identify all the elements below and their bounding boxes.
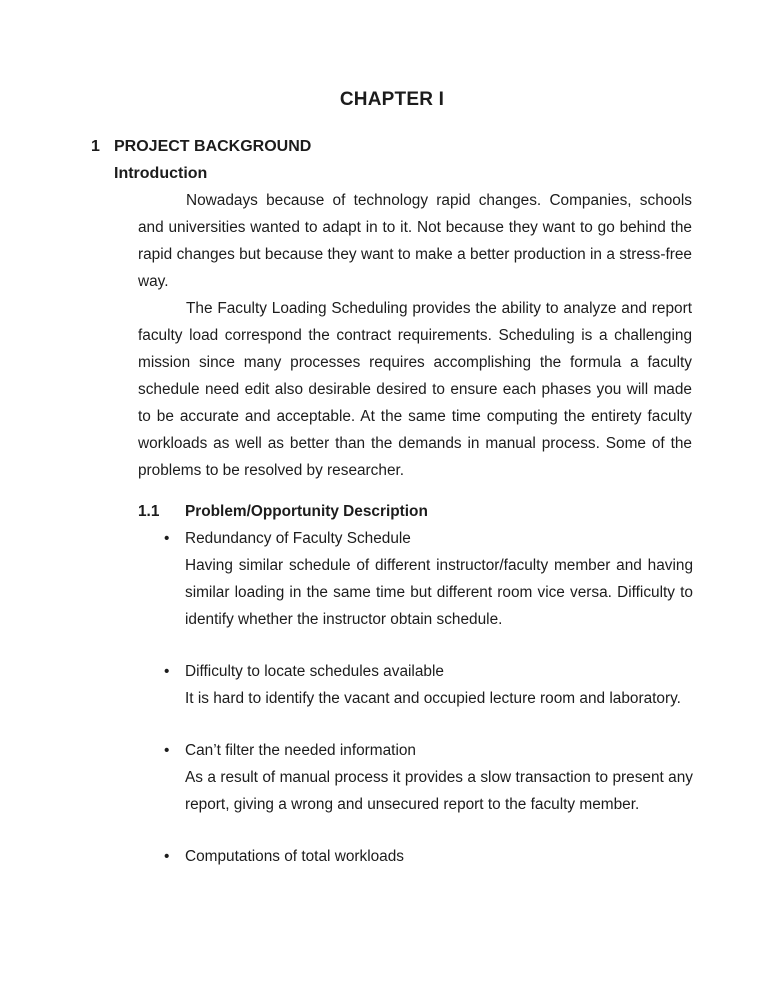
bullet-content bbox=[185, 843, 693, 870]
bullet-content bbox=[185, 525, 693, 633]
subsection-number: 1.1 bbox=[138, 503, 160, 520]
section-heading bbox=[91, 133, 768, 160]
bullet-item-redundancy bbox=[157, 525, 693, 633]
bullet-title: Can’t filter the needed information bbox=[185, 742, 416, 759]
introduction-heading: Introduction bbox=[114, 165, 208, 182]
bullet-title: Difficulty to locate schedules available bbox=[185, 663, 444, 680]
bullet-icon: • bbox=[164, 848, 170, 865]
subsection-heading bbox=[138, 498, 768, 525]
bullet-title: Computations of total workloads bbox=[185, 848, 405, 865]
chapter-title: CHAPTER I bbox=[339, 89, 445, 110]
bullet-icon: • bbox=[164, 742, 170, 759]
bullet-icon: • bbox=[164, 530, 170, 547]
paragraph-intro-2: The Faculty Loading Scheduling provides the ability to analyze and report faculty load correspond the contract requirements. Scheduling is a challenging mission since many processes requires accomplishing the formula a faculty schedule need edit also desirable desired to ensure each phases you will made to be accurate and acceptable. At the same time computing the entirety faculty workloads as well as better than the demands in manual process. Some of the problems to be resolved by researcher. bbox=[138, 300, 692, 479]
bullet-body: Having similar schedule of different instructor/faculty member and having similar loading in the same time but different room vice versa. Difficulty to identify whether the instructor obtain schedule. bbox=[185, 557, 693, 628]
subsection-title: Problem/Opportunity Description bbox=[185, 503, 428, 520]
section-title: PROJECT BACKGROUND bbox=[114, 138, 312, 155]
bullet-title: Redundancy of Faculty Schedule bbox=[185, 530, 411, 547]
bullet-content bbox=[185, 658, 693, 712]
paragraph-intro-1: Nowadays because of technology rapid changes. Companies, schools and universities wanted to adapt in to it. Not because they want to go behind the rapid changes but because they want to make a better production in a stress-free way. bbox=[138, 192, 692, 290]
bullet-icon: • bbox=[164, 663, 170, 680]
bullet-item-locate-schedules bbox=[157, 658, 693, 712]
bullet-body: It is hard to identify the vacant and occupied lecture room and laboratory. bbox=[185, 690, 681, 707]
bullet-body: As a result of manual process it provides a slow transaction to present any report, giving a wrong and unsecured report to the faculty member. bbox=[185, 769, 693, 813]
bullet-item-computations bbox=[157, 843, 693, 870]
section-number: 1 bbox=[91, 138, 100, 155]
bullet-list bbox=[157, 525, 693, 870]
bullet-item-filter-information bbox=[157, 737, 693, 818]
bullet-content bbox=[185, 737, 693, 818]
